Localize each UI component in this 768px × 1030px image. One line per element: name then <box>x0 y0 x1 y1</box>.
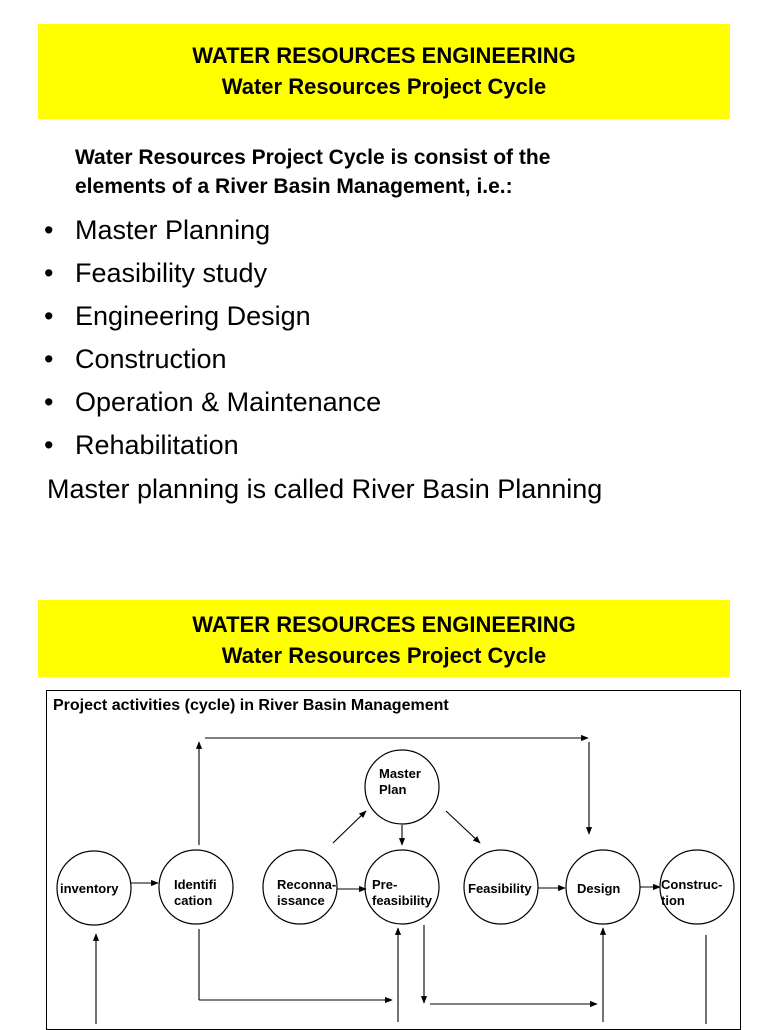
node-label-line: inventory <box>60 881 119 896</box>
bullet-icon: • <box>44 387 54 417</box>
node-prefeasibility <box>372 877 432 909</box>
node-label-line: cation <box>174 893 213 908</box>
node-label-line: Reconna- <box>277 877 337 892</box>
node-label-line: Plan <box>379 782 407 797</box>
node-design <box>577 881 620 897</box>
list-item-text: Master Planning <box>75 215 271 245</box>
slide1-header-subtitle: Water Resources Project Cycle <box>221 74 547 99</box>
list-item-text: Operation & Maintenance <box>75 387 382 417</box>
list-item-text: Engineering Design <box>75 301 311 331</box>
bullet-icon: • <box>44 430 54 460</box>
list-item-text: Feasibility study <box>75 258 268 288</box>
node-label-line: Identifi <box>174 877 217 892</box>
bullet-icon: • <box>44 258 54 288</box>
node-inventory <box>60 881 119 897</box>
node-label-line: Pre- <box>372 877 398 892</box>
node-reconnaissance <box>277 877 336 909</box>
list-item-text: Construction <box>75 344 227 374</box>
node-feasibility <box>468 881 532 897</box>
slide2-header-subtitle: Water Resources Project Cycle <box>221 643 547 668</box>
node-label-line: tion <box>661 893 685 908</box>
bullet-icon: • <box>44 301 54 331</box>
bullet-icon: • <box>44 215 54 245</box>
node-identification <box>174 877 217 909</box>
intro-line-2: elements of a River Basin Management, i.e.: <box>75 175 513 198</box>
closing-statement: Master planning is called River Basin Planning <box>47 474 603 504</box>
node-label-line: issance <box>277 893 325 908</box>
node-label-line: feasibility <box>372 893 432 908</box>
slide1-header-title: WATER RESOURCES ENGINEERING <box>192 43 576 68</box>
node-master-plan <box>379 766 421 798</box>
arrow-masterplan-feasibility <box>446 811 480 843</box>
node-label-line: Design <box>577 881 621 896</box>
slide2-header-title: WATER RESOURCES ENGINEERING <box>192 612 576 637</box>
diagram-title: Project activities (cycle) in River Basin Management <box>53 697 449 714</box>
node-label-line: Feasibility <box>468 881 532 896</box>
bullet-icon: • <box>44 344 54 374</box>
arrow-reconnaissance-masterplan <box>333 811 366 843</box>
intro-line-1: Water Resources Project Cycle is consist of the <box>75 146 551 169</box>
node-label-line: Master <box>379 766 421 781</box>
list-item-text: Rehabilitation <box>75 430 239 460</box>
node-label-line: Construc- <box>661 877 723 892</box>
node-construction <box>661 877 722 909</box>
